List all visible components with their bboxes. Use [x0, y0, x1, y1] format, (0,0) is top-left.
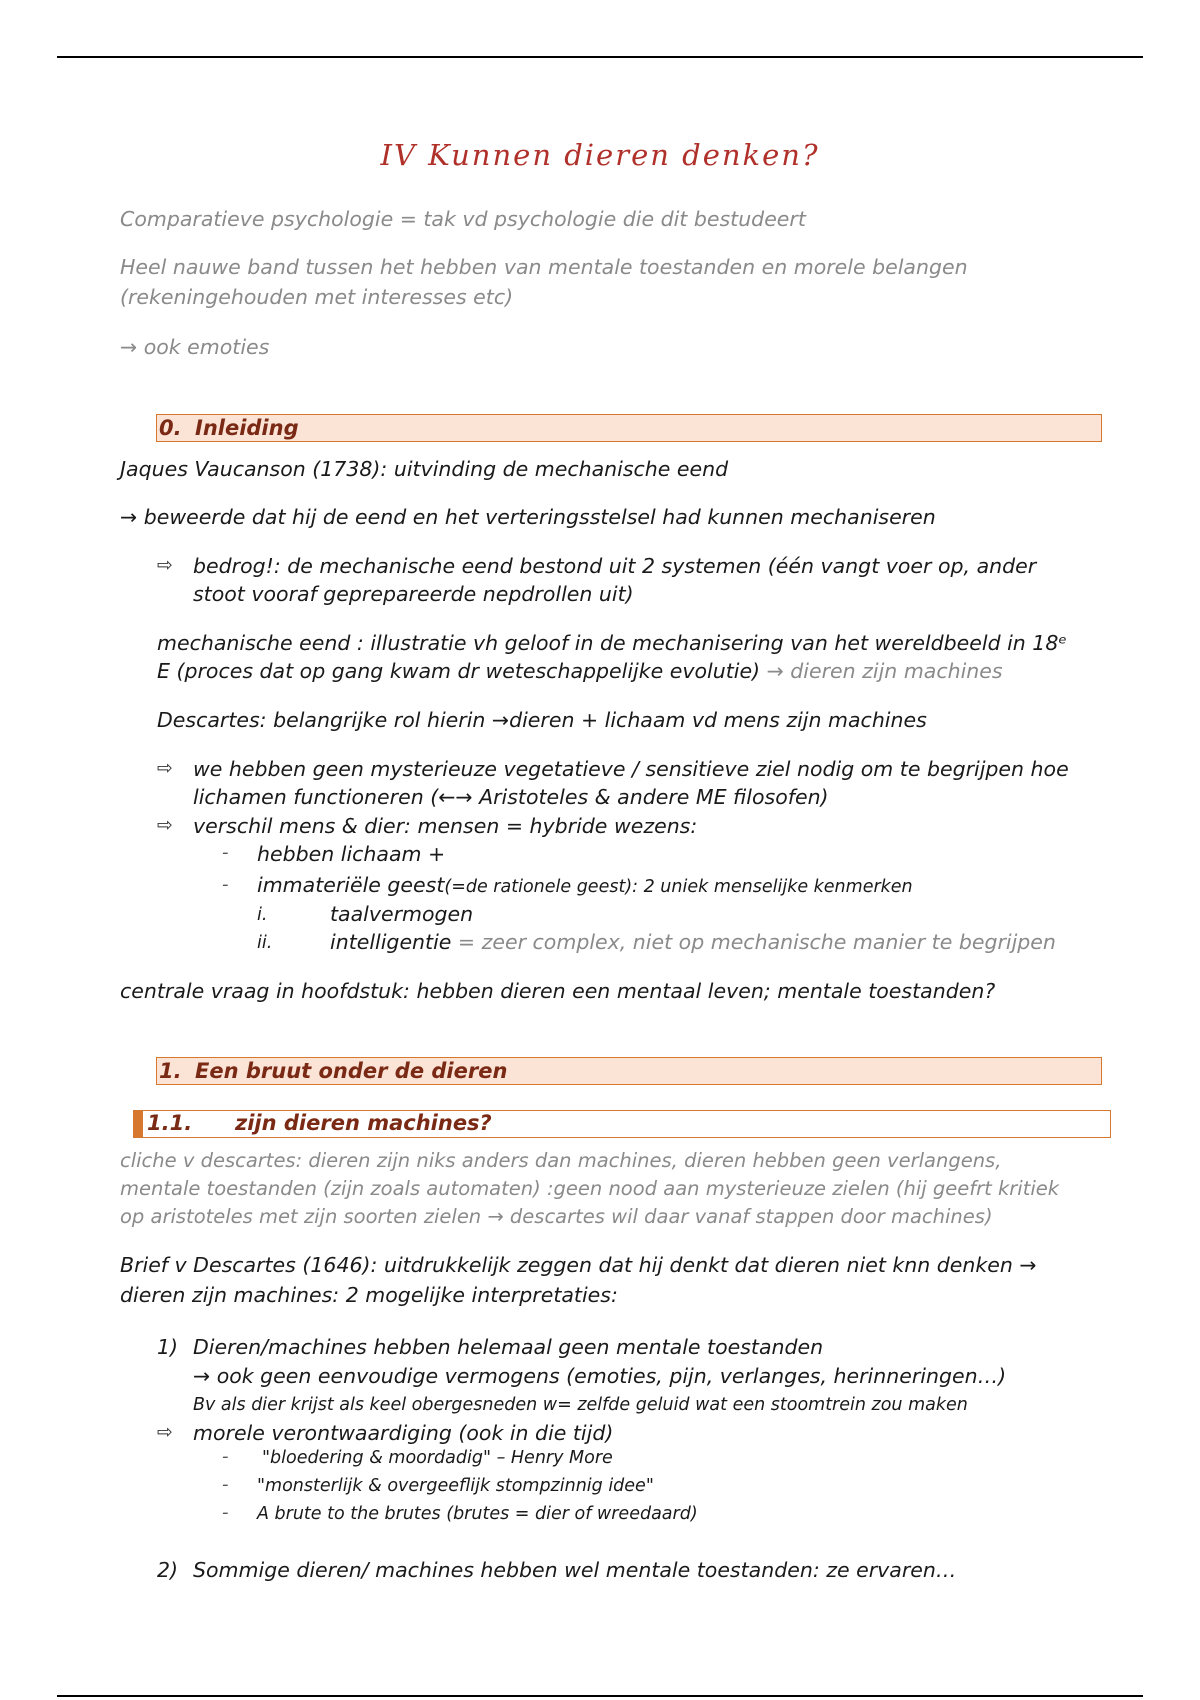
bottom-rule — [57, 1695, 1143, 1697]
duck-line-a: mechanische eend : illustratie vh geloof in de mechanisering van het wereldbeeld in 18ᵉ — [157, 631, 1067, 655]
letter-line-a: Brief v Descartes (1646): uitdrukkelijk zeggen dat hij denkt dat dieren niet knn denken → — [120, 1253, 1037, 1277]
dash-bullet: - — [222, 1502, 229, 1523]
page-title: IV Kunnen dieren denken? — [380, 138, 820, 172]
section-0-number: 0. — [159, 416, 182, 440]
difference-line: verschil mens & dier: mensen = hybride wezens: — [193, 814, 698, 838]
soul-line-a: we hebben geen mysterieuze vegetatieve / sensitieve ziel nodig om te begrijpen hoe — [193, 757, 1069, 781]
item-1-number: 1) — [157, 1335, 179, 1359]
soul-line-b: lichamen functioneren (←→ Aristoteles & andere ME filosofen) — [193, 785, 829, 809]
cliche-line-c: op aristoteles met zijn soorten zielen → descartes wil daar vanaf stappen door machines) — [120, 1205, 993, 1228]
fraud-line-b: stoot vooraf gepreparеerde nepdrollen uit) — [193, 582, 634, 606]
cliche-line-b: mentale toestanden (zijn zoals automaten) :geen nood aan mysterieuze zielen (hij geefrt kritiek — [120, 1177, 1060, 1200]
roman-numeral-2: ii. — [257, 933, 273, 953]
intro-line-3: → ook emoties — [120, 335, 270, 359]
dash-bullet: - — [222, 874, 229, 895]
mind-line — [257, 871, 913, 900]
subsection-1-1-title: zijn dieren machines? — [235, 1111, 492, 1135]
mind-main: immateriële geest — [257, 873, 445, 897]
outrage-line: morele verontwaardiging (ook in die tijd) — [193, 1421, 614, 1445]
descartes-line: Descartes: belangrijke rol hierin →dieren + lichaam vd mens zijn machines — [157, 708, 927, 732]
arrow-bullet-icon: ⇨ — [157, 814, 173, 836]
duck-line-b-grey: → dieren zijn machines — [766, 659, 1003, 683]
language-line: taalvermogen — [330, 902, 474, 926]
intelligence-grey: = zeer complex, niet op mechanische manier te begrijpen — [451, 930, 1056, 954]
item-1-line-b: → ook geen eenvoudige vermogens (emoties, pijn, verlanges, herinneringen…) — [193, 1364, 1007, 1388]
item-1-line-a: Dieren/machines hebben helemaal geen mentale toestanden — [193, 1335, 824, 1359]
body-line — [257, 840, 445, 869]
intelligence-main: intelligentie — [330, 930, 452, 954]
item-2-line: Sommige dieren/ machines hebben wel mentale toestanden: ze ervaren… — [193, 1558, 957, 1582]
dash-bullet: - — [222, 1474, 229, 1495]
arrow-bullet-icon: ⇨ — [157, 757, 173, 779]
intro-line-1: Comparatieve psychologie = tak vd psychologie die dit bestudeert — [120, 207, 806, 231]
body-text: hebben lichaam + — [257, 842, 446, 866]
vaucanson-line: Jaques Vaucanson (1738): uitvinding de mechanische eend — [120, 457, 729, 481]
section-0-heading — [156, 414, 1102, 442]
subsection-1-1-number: 1.1. — [147, 1111, 193, 1135]
item-2-number: 2) — [157, 1558, 179, 1582]
duck-line-b-text: E (proces dat op gang kwam dr weteschappelijke evolutie) — [157, 659, 761, 683]
section-0-title: Inleiding — [195, 416, 299, 440]
intelligence-line — [330, 928, 1056, 957]
arrow-bullet-icon: ⇨ — [157, 1421, 173, 1443]
fraud-line-a: bedrog!: de mechanische eend bestond uit 2 systemen (één vangt voer op, ander — [193, 554, 1037, 578]
letter-line-b: dieren zijn machines: 2 mogelijke interpretaties: — [120, 1283, 618, 1307]
intro-line-2a: Heel nauwe band tussen het hebben van mentale toestanden en morele belangen — [120, 255, 968, 279]
arrow-bullet-icon: ⇨ — [157, 554, 173, 576]
intro-line-2b: (rekeningehouden met interesses etc) — [120, 285, 514, 309]
item-1-line-c: Bv als dier krijst als keel obergesneden w= zelfde geluid wat een stoomtrein zou maken — [193, 1395, 968, 1415]
dash-bullet: - — [222, 1446, 229, 1467]
quote-3: A brute to the brutes (brutes = dier of wreedaard) — [257, 1504, 698, 1524]
mind-small: (=de rationele geest): 2 uniek menselijke kenmerken — [444, 877, 913, 897]
quote-2: "monsterlijk & overgeeflijk stompzinnig idee" — [257, 1476, 654, 1496]
central-question: centrale vraag in hoofdstuk: hebben dieren een mentaal leven; mentale toestanden? — [120, 979, 996, 1003]
dash-bullet: - — [222, 842, 229, 863]
claim-line: → beweerde dat hij de eend en het verteringsstelsel had kunnen mechaniseren — [120, 505, 936, 529]
section-1-number: 1. — [159, 1059, 182, 1083]
roman-numeral-1: i. — [257, 905, 268, 925]
top-rule — [57, 56, 1143, 58]
cliche-line-a: cliche v descartes: dieren zijn niks anders dan machines, dieren hebben geen verlangens, — [120, 1149, 1002, 1172]
section-1-heading — [156, 1057, 1102, 1085]
quote-1: "bloedering & moordadig" – Henry More — [262, 1448, 613, 1468]
duck-line-b — [157, 657, 1003, 686]
subsection-1-1-heading — [133, 1110, 1111, 1138]
section-1-title: Een bruut onder de dieren — [195, 1059, 508, 1083]
